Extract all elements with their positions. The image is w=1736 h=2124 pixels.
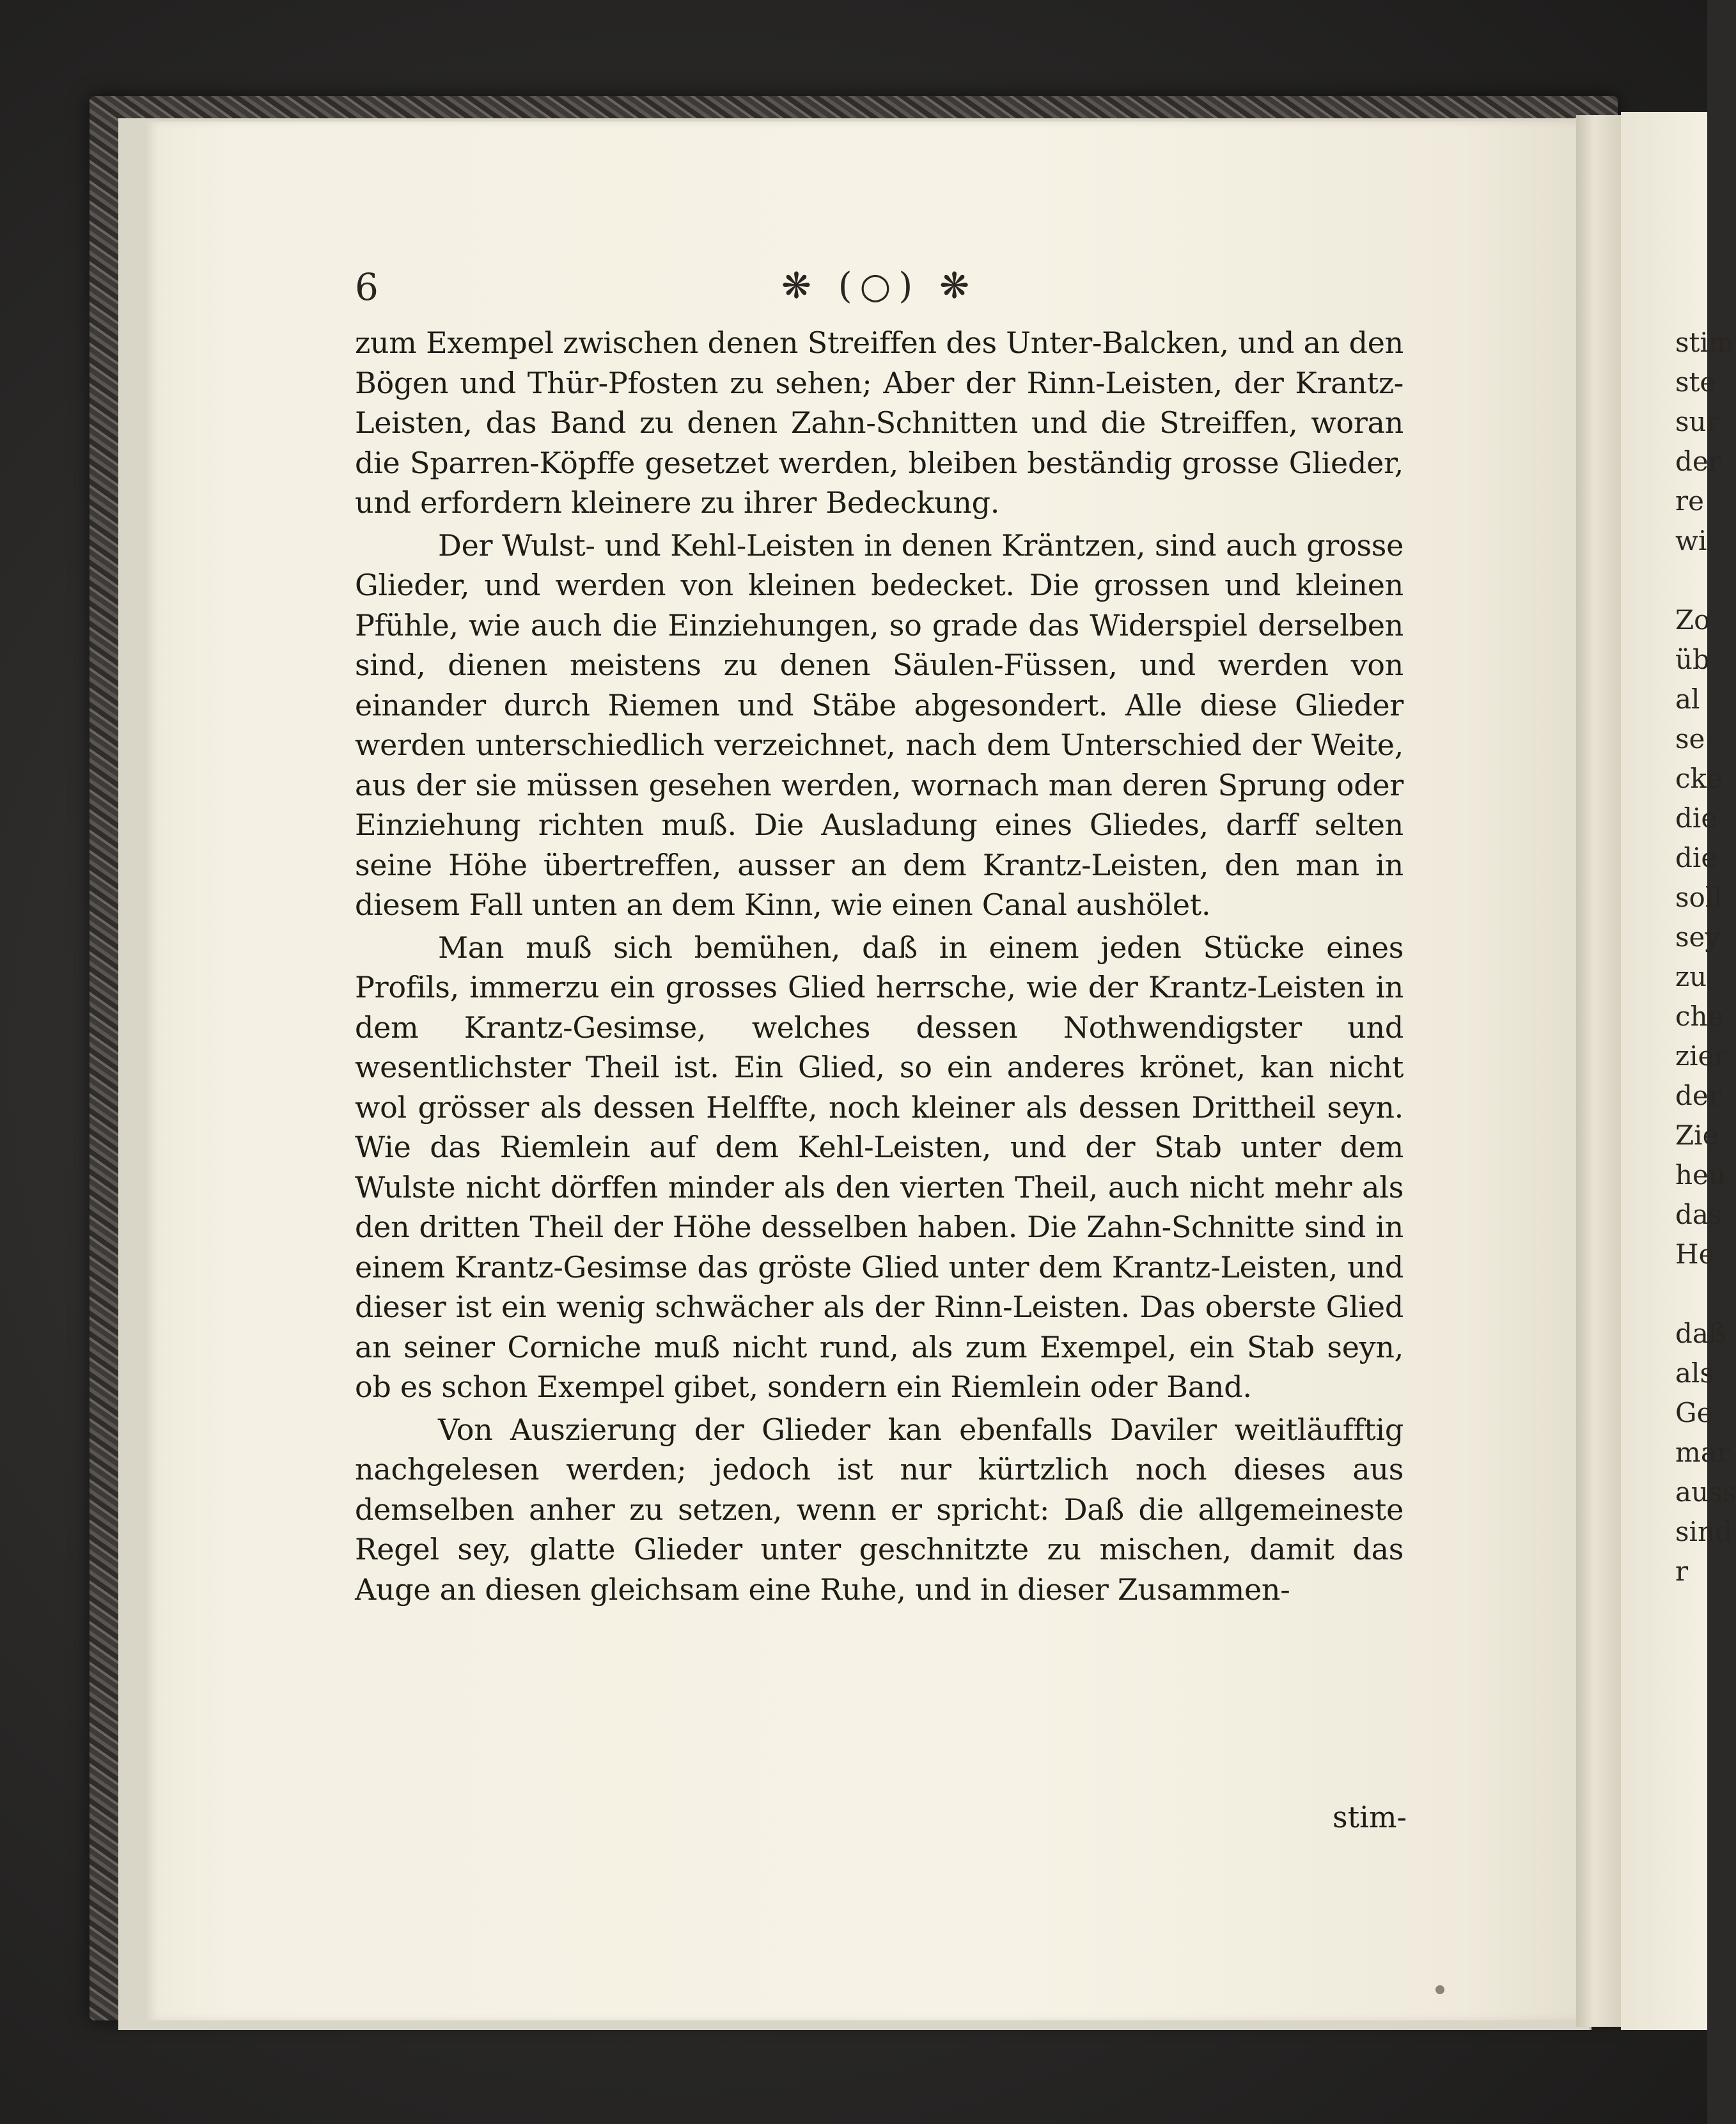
paragraph: Der Wulst- und Kehl-Leisten in denen Kräntzen, sind auch grosse Glieder, und werden von kleinen bedecket. Die grossen und kleinen Pfühle, wie auch die Einziehungen, so grade das Widerspiel derselben sind, dienen meistens zu denen Säulen-Füssen, und werden von einander durch Riemen und Stäbe abgesondert. Alle diese Glieder werden unterschiedlich verzeichnet, nach dem Unterschied der Weite, aus der sie müssen gesehen werden, wornach man deren Sprung oder Einziehung richten muß. Die Ausladung eines Gliedes, darff selten seine Höhe übertreffen, ausser an dem Krantz-Leisten, den man in diesem Fall unten an dem Kinn, wie einen Canal aushölet. bbox=[355, 527, 1404, 922]
book-gutter bbox=[1576, 115, 1621, 2027]
facing-page-line: al bbox=[1675, 683, 1700, 715]
facing-page-line: sind bbox=[1675, 1516, 1732, 1547]
facing-page-line: üb bbox=[1675, 644, 1710, 675]
facing-page-line: zier bbox=[1675, 1040, 1727, 1072]
facing-page-line: re bbox=[1675, 485, 1704, 517]
facing-page-line: sey bbox=[1675, 921, 1721, 953]
facing-page-line: die bbox=[1675, 802, 1717, 834]
facing-page-line: der bbox=[1675, 446, 1721, 477]
facing-page-line: sur bbox=[1675, 406, 1719, 437]
header-ornament-icon: ❋ (○) ❋ bbox=[781, 265, 977, 307]
paper-stain bbox=[1435, 1985, 1444, 1994]
paragraph: Von Auszierung der Glieder kan ebenfalls Daviler weitläufftig nachgelesen werden; jedoch ist nur kürtzlich noch dieses aus demselben anher zu setzen, wenn er spricht: Daß die allgemeineste Regel sey, glatte Glieder unter geschnitzte zu mischen, damit das Auge an diesen gleichsam eine Ruhe, und in dieser Zusammen- bbox=[355, 1412, 1404, 1607]
facing-page-line: wi bbox=[1675, 525, 1707, 556]
facing-page-line: auss bbox=[1675, 1476, 1736, 1508]
facing-page-line: zu bbox=[1675, 961, 1707, 992]
facing-page-line: als bbox=[1675, 1357, 1714, 1389]
facing-page-line: He bbox=[1675, 1238, 1715, 1270]
facing-page-line: die bbox=[1675, 842, 1717, 873]
facing-page-line: stim bbox=[1675, 327, 1734, 358]
facing-page-line: soll bbox=[1675, 882, 1723, 913]
facing-page-line: daß bbox=[1675, 1318, 1726, 1349]
facing-page-line: cke bbox=[1675, 763, 1723, 794]
facing-page-line bbox=[1675, 561, 1707, 600]
paragraph: Man muß sich bemühen, daß in einem jeden Stücke eines Profils, immerzu ein grosses Glied herrsche, wie der Krantz-Leisten in dem Krantz-Gesimse, welches dessen Nothwendigster und wesentlichster Theil ist. Ein Glied, so ein anderes krönet, kan nicht wol grösser als dessen Helffte, noch kleiner als dessen Drittheil seyn. Wie das Riemlein auf dem Kehl-Leisten, und der Stab unter dem Wulste nicht dörffen minder als den vierten Theil, auch nicht mehr als den dritten Theil der Höhe desselben haben. Die Zahn-Schnitte sind in einem Krantz-Gesimse das gröste Glied unter dem Krantz-Leisten, und dieser ist ein wenig schwächer als der Rinn-Leisten. Das oberste Glied an seiner Corniche muß nicht rund, als zum Exempel, ein Stab seyn, ob es schon Exempel gibet, sondern ein Riemlein oder Band. bbox=[355, 930, 1404, 1404]
facing-page-line bbox=[1675, 1274, 1707, 1314]
paragraph: zum Exempel zwischen denen Streiffen des Unter-Balcken, und an den Bögen und Thür-Pfosten zu sehen; Aber der Rinn-Leisten, der Krantz-Leisten, das Band zu denen Zahn-Schnitten und die Streiffen, woran die Sparren-Köpffe gesetzet werden, bleiben beständig grosse Glieder, und erfordern kleinere zu ihrer Bedeckung. bbox=[355, 325, 1404, 520]
body-text bbox=[355, 323, 1404, 1609]
facing-page-line: Zie bbox=[1675, 1120, 1719, 1151]
facing-page-line: Ge bbox=[1675, 1397, 1713, 1428]
facing-page-line: ste bbox=[1675, 366, 1716, 398]
facing-page-line: der bbox=[1675, 1080, 1721, 1111]
facing-page-line: mar bbox=[1675, 1437, 1730, 1468]
catchword: stim- bbox=[1333, 1800, 1407, 1834]
facing-page-line: Zo bbox=[1675, 604, 1710, 636]
page-number: 6 bbox=[355, 265, 379, 309]
facing-page-line: se bbox=[1675, 723, 1705, 754]
facing-page-line: che bbox=[1675, 1001, 1724, 1032]
facing-page-line: r bbox=[1675, 1556, 1689, 1587]
facing-page-line: das bbox=[1675, 1199, 1723, 1230]
running-head bbox=[355, 265, 1423, 323]
facing-page-text bbox=[1675, 323, 1736, 1591]
facing-page-line: heu bbox=[1675, 1159, 1726, 1191]
